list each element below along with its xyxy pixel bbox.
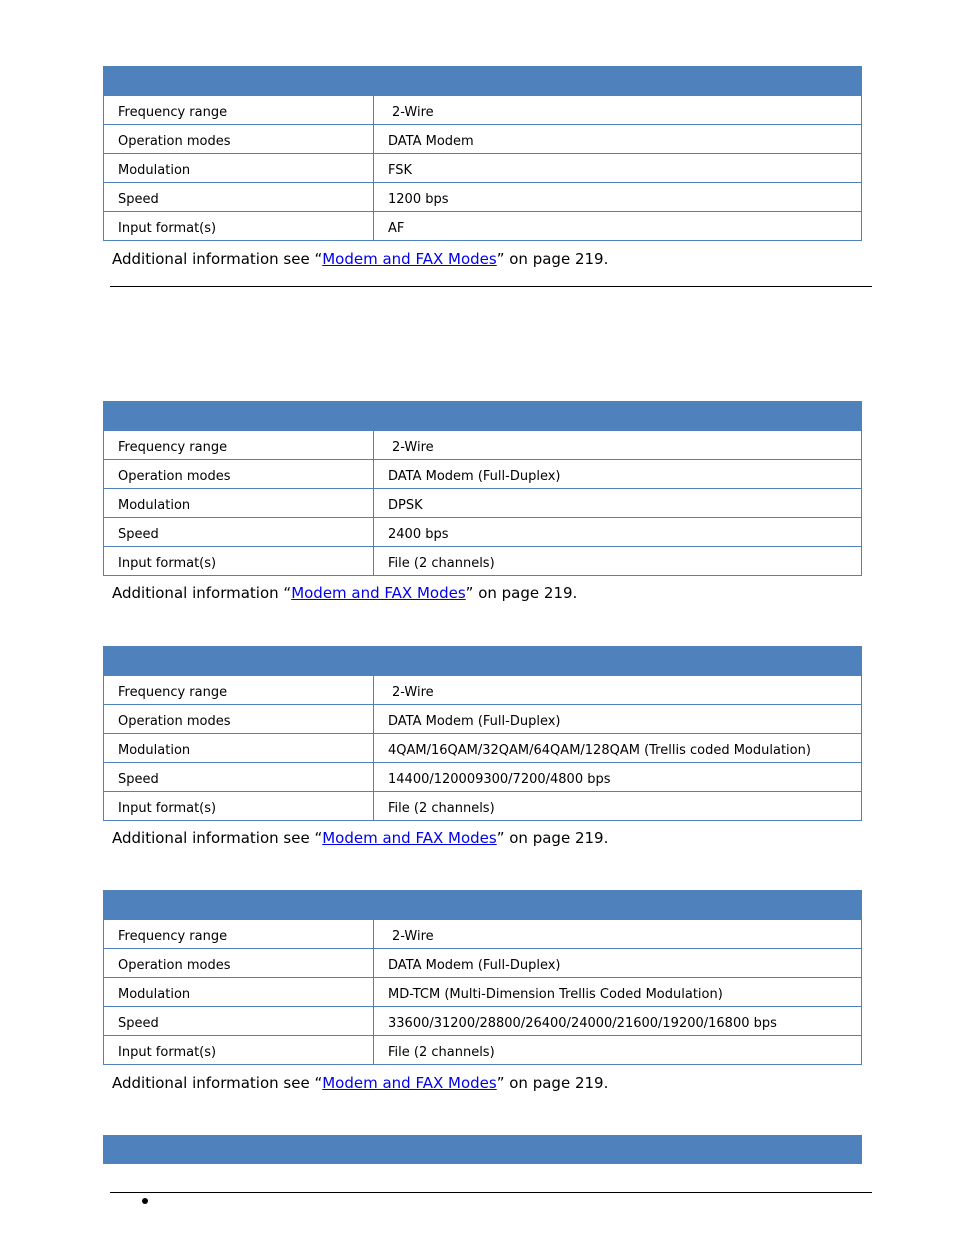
row-label: Modulation	[104, 154, 374, 182]
note-text: ” on page 219.	[496, 829, 609, 847]
row-value: 2-Wire	[392, 440, 434, 455]
additional-info-note	[112, 829, 608, 847]
row-label: Operation modes	[104, 460, 374, 488]
row-label: Modulation	[104, 489, 374, 517]
additional-info-note	[112, 250, 608, 268]
row-label: Speed	[104, 518, 374, 546]
table-row	[104, 1006, 861, 1035]
table-row	[104, 488, 861, 517]
row-label: Speed	[104, 763, 374, 791]
row-value: 2-Wire	[392, 685, 434, 700]
modem-fax-modes-link[interactable]: Modem and FAX Modes	[322, 250, 497, 268]
table-row	[104, 948, 861, 977]
row-value: 33600/31200/28800/26400/24000/21600/19200/16800 bps	[388, 1016, 777, 1031]
table-row	[104, 517, 861, 546]
table-header	[104, 67, 861, 95]
row-value: FSK	[388, 163, 413, 178]
row-label: Operation modes	[104, 949, 374, 977]
modem-fax-modes-link[interactable]: Modem and FAX Modes	[322, 1074, 497, 1092]
row-value: DATA Modem	[388, 134, 474, 149]
table-row	[104, 675, 861, 704]
footer-divider	[110, 1192, 872, 1193]
row-label: Modulation	[104, 978, 374, 1006]
bullet-point	[142, 1198, 148, 1204]
row-value: 4QAM/16QAM/32QAM/64QAM/128QAM (Trellis coded Modulation)	[388, 743, 811, 758]
spec-table-2	[103, 401, 862, 576]
row-value: DATA Modem (Full-Duplex)	[388, 469, 561, 484]
row-value: DATA Modem (Full-Duplex)	[388, 714, 561, 729]
row-value: 2-Wire	[392, 105, 434, 120]
table-row	[104, 1035, 861, 1064]
note-text: Additional information see “	[112, 1074, 323, 1092]
row-label: Speed	[104, 183, 374, 211]
note-text: Additional information “	[112, 584, 292, 602]
spec-table-1	[103, 66, 862, 241]
row-label: Operation modes	[104, 705, 374, 733]
table-row	[104, 733, 861, 762]
row-label: Input format(s)	[104, 212, 374, 240]
note-text: Additional information see “	[112, 250, 323, 268]
row-label: Input format(s)	[104, 1036, 374, 1064]
note-text: ” on page 219.	[496, 250, 609, 268]
note-text: Additional information see “	[112, 829, 323, 847]
table-row	[104, 430, 861, 459]
table-row	[104, 211, 861, 240]
note-text: ” on page 219.	[496, 1074, 609, 1092]
row-value: File (2 channels)	[388, 1045, 495, 1060]
row-label: Frequency range	[104, 96, 374, 124]
table-header	[104, 402, 861, 430]
table-header	[104, 891, 861, 919]
table-row	[104, 919, 861, 948]
table-row	[104, 546, 861, 575]
row-label: Frequency range	[104, 920, 374, 948]
row-value: AF	[388, 221, 405, 236]
additional-info-note	[112, 584, 577, 602]
table-row	[104, 182, 861, 211]
row-value: 2-Wire	[392, 929, 434, 944]
table-row	[104, 459, 861, 488]
additional-info-note	[112, 1074, 608, 1092]
row-label: Input format(s)	[104, 547, 374, 575]
table-row	[104, 124, 861, 153]
table-row	[104, 762, 861, 791]
row-value: 14400/120009300/7200/4800 bps	[388, 772, 611, 787]
spec-table-3	[103, 646, 862, 821]
spec-table-4	[103, 890, 862, 1065]
row-label: Frequency range	[104, 676, 374, 704]
section-divider	[110, 286, 872, 287]
table-header	[104, 647, 861, 675]
row-value: File (2 channels)	[388, 556, 495, 571]
row-label: Operation modes	[104, 125, 374, 153]
row-value: 1200 bps	[388, 192, 449, 207]
row-label: Modulation	[104, 734, 374, 762]
row-label: Frequency range	[104, 431, 374, 459]
row-value: MD-TCM (Multi-Dimension Trellis Coded Modulation)	[388, 987, 723, 1002]
modem-fax-modes-link[interactable]: Modem and FAX Modes	[322, 829, 497, 847]
row-label: Speed	[104, 1007, 374, 1035]
table-header	[103, 1135, 862, 1164]
row-value: File (2 channels)	[388, 801, 495, 816]
row-value: DPSK	[388, 498, 423, 513]
modem-fax-modes-link[interactable]: Modem and FAX Modes	[291, 584, 466, 602]
note-text: ” on page 219.	[465, 584, 578, 602]
table-row	[104, 95, 861, 124]
table-row	[104, 791, 861, 820]
row-value: DATA Modem (Full-Duplex)	[388, 958, 561, 973]
row-value: 2400 bps	[388, 527, 449, 542]
row-label: Input format(s)	[104, 792, 374, 820]
table-row	[104, 153, 861, 182]
table-row	[104, 704, 861, 733]
table-row	[104, 977, 861, 1006]
